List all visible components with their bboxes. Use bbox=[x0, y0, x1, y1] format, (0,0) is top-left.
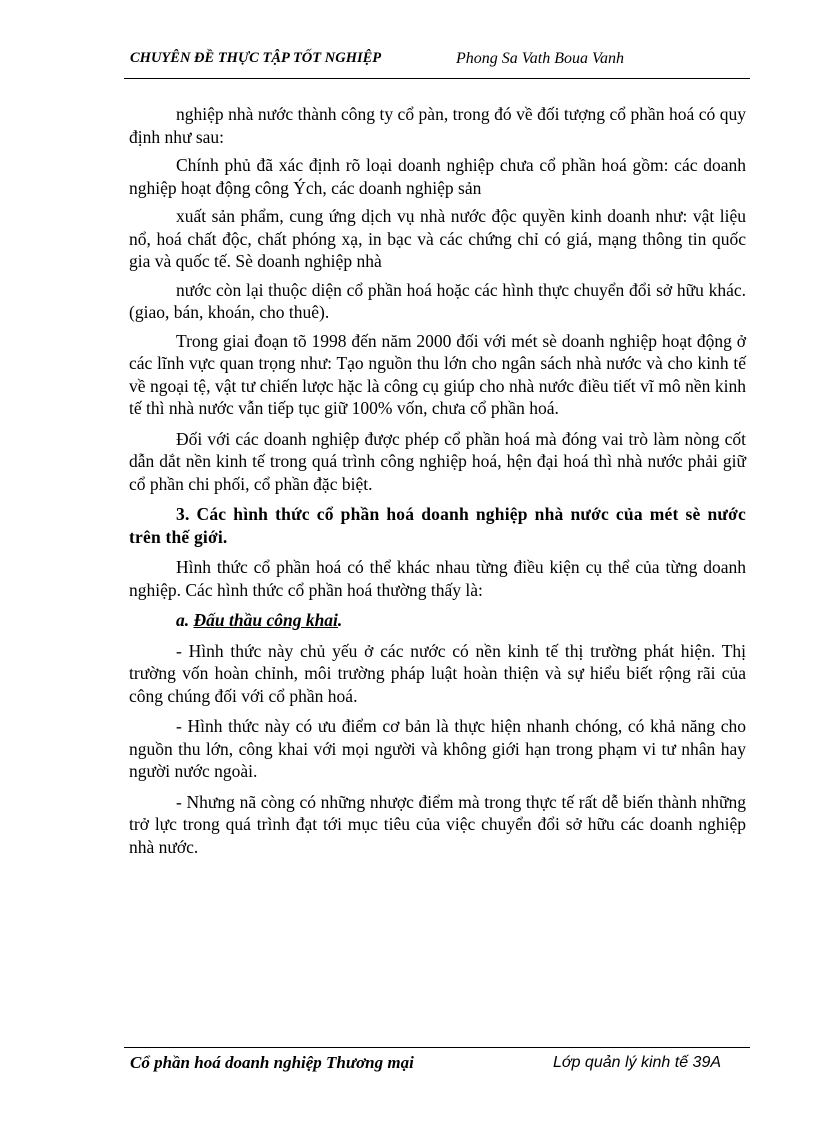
subsection-heading bbox=[129, 609, 746, 632]
subsection-suffix: . bbox=[337, 610, 343, 630]
document-body bbox=[129, 103, 746, 858]
bullet-item: - Nhưng nã còng có những nhược điểm mà trong thực tế rất dễ biến thành những trở lực trong quá trình đạt tới mục tiêu của việc chuyển đổi sở hữu các doanh nghiệp nhà nước. bbox=[129, 791, 746, 857]
paragraph: Đối với các doanh nghiệp được phép cổ phần hoá mà đóng vai trò làm nòng cốt dẫn dắt nền kinh tế trong quá trình công nghiệp hoá, hện đại hoá thì nhà nước phải giữ cổ phần chi phối, cổ phần đặc biệt. bbox=[129, 428, 746, 494]
subsection-prefix: a. bbox=[176, 610, 194, 630]
paragraph: Chính phủ đã xác định rõ loại doanh nghiệp chưa cổ phần hoá gồm: các doanh nghiệp hoạt động công Ých, các doanh nghiệp sản bbox=[129, 155, 746, 198]
paragraph: Trong giai đoạn tõ 1998 đến năm 2000 đối với mét sè doanh nghiệp hoạt động ở các lĩnh vực quan trọng như: Tạo nguồn thu lớn cho ngân sách nhà nước và cho kinh tế về ngoại tệ, vật tư chiến lược hặc là công cụ giúp cho nhà nước điều tiết vĩ mô nền kinh tế thì nhà nước vẫn tiếp tục giữ 100% vốn, chưa cổ phần hoá. bbox=[129, 330, 746, 418]
footer-divider bbox=[124, 1047, 750, 1048]
footer-class: Lớp quản lý kinh tế 39A bbox=[553, 1054, 722, 1071]
section-intro: Hình thức cổ phần hoá có thể khác nhau từng điều kiện cụ thể của từng doanh nghiệp. Các hình thức cổ phần hoá thường thấy là: bbox=[129, 557, 746, 600]
bullet-item: - Hình thức này chủ yếu ở các nước có nền kinh tế thị trường phát hiện. Thị trường vốn hoàn chỉnh, môi trường pháp luật hoàn thiện và sự hiểu biết rộng rãi của công chúng đối với cổ phần hoá. bbox=[129, 640, 746, 706]
section-heading: 3. Các hình thức cổ phần hoá doanh nghiệp nhà nước của mét sè nước trên thế giới. bbox=[129, 504, 746, 547]
header-author: Phong Sa Vath Boua Vanh bbox=[456, 50, 624, 67]
subsection-title: Đấu thầu công khai bbox=[193, 610, 338, 630]
page-header bbox=[130, 50, 756, 72]
paragraph: nước còn lại thuộc diện cổ phần hoá hoặc các hình thực chuyển đổi sở hữu khác. (giao, bán, khoán, cho thuê). bbox=[129, 279, 746, 322]
paragraph: nghiệp nhà nước thành công ty cổ pàn, trong đó về đối tượng cổ phần hoá có quy định như sau: bbox=[129, 104, 746, 147]
paragraph: xuất sản phẩm, cung ứng dịch vụ nhà nước độc quyền kinh doanh như: vật liệu nổ, hoá chất độc, chất phóng xạ, in bạc và các chứng chỉ có giá, mạng thông tin quốc gia và quốc tế. Sè doanh nghiệp nhà bbox=[129, 206, 746, 271]
header-title: CHUYÊN ĐỀ THỰC TẬP TỐT NGHIỆP bbox=[130, 50, 382, 66]
bullet-item: - Hình thức này có ưu điểm cơ bản là thực hiện nhanh chóng, có khả năng cho nguồn thu lớn, công khai với mọi người và không giới hạn trong phạm vi tư nhân hay người nước ngoài. bbox=[129, 716, 746, 781]
header-divider bbox=[124, 78, 750, 79]
page-footer bbox=[130, 1053, 746, 1077]
footer-title: Cổ phần hoá doanh nghiệp Thương mại bbox=[130, 1053, 414, 1072]
